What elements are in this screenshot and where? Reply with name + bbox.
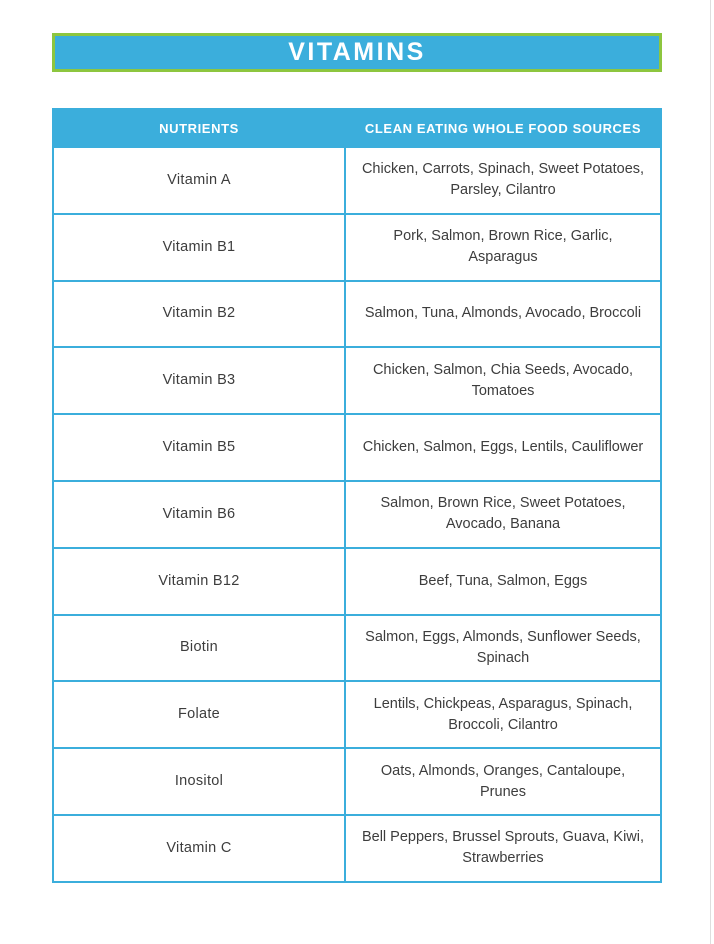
table-header-row (53, 109, 661, 147)
nutrient-name-cell: Biotin (53, 615, 345, 682)
food-sources-cell: Chicken, Salmon, Chia Seeds, Avocado, Tomatoes (345, 347, 661, 414)
nutrient-name-cell: Vitamin B6 (53, 481, 345, 548)
nutrient-name-cell: Vitamin B5 (53, 414, 345, 481)
table-row (53, 615, 661, 682)
table-row (53, 548, 661, 615)
nutrient-name-cell: Vitamin C (53, 815, 345, 882)
table-row (53, 815, 661, 882)
food-sources-cell: Lentils, Chickpeas, Asparagus, Spinach, Broccoli, Cilantro (345, 681, 661, 748)
column-header-nutrients: NUTRIENTS (53, 109, 345, 147)
nutrient-name-cell: Folate (53, 681, 345, 748)
food-sources-cell: Salmon, Tuna, Almonds, Avocado, Broccoli (345, 281, 661, 348)
nutrient-name-cell: Inositol (53, 748, 345, 815)
table-row (53, 281, 661, 348)
food-sources-cell: Bell Peppers, Brussel Sprouts, Guava, Kiwi, Strawberries (345, 815, 661, 882)
column-header-food-sources: CLEAN EATING WHOLE FOOD SOURCES (345, 109, 661, 147)
table-row (53, 147, 661, 214)
table-row (53, 681, 661, 748)
food-sources-cell: Chicken, Carrots, Spinach, Sweet Potatoes, Parsley, Cilantro (345, 147, 661, 214)
table-row (53, 481, 661, 548)
table-row (53, 748, 661, 815)
page-edge-line (710, 0, 711, 944)
table-header (53, 109, 661, 147)
nutrient-name-cell: Vitamin B12 (53, 548, 345, 615)
food-sources-cell: Oats, Almonds, Oranges, Cantaloupe, Prunes (345, 748, 661, 815)
food-sources-cell: Chicken, Salmon, Eggs, Lentils, Cauliflower (345, 414, 661, 481)
nutrient-name-cell: Vitamin A (53, 147, 345, 214)
vitamins-table (52, 108, 662, 883)
nutrient-name-cell: Vitamin B3 (53, 347, 345, 414)
nutrient-name-cell: Vitamin B2 (53, 281, 345, 348)
nutrient-name-cell: Vitamin B1 (53, 214, 345, 281)
title-banner (52, 33, 662, 72)
table-row (53, 347, 661, 414)
table-body (53, 147, 661, 882)
food-sources-cell: Pork, Salmon, Brown Rice, Garlic, Asparagus (345, 214, 661, 281)
table-row (53, 414, 661, 481)
food-sources-cell: Beef, Tuna, Salmon, Eggs (345, 548, 661, 615)
food-sources-cell: Salmon, Eggs, Almonds, Sunflower Seeds, Spinach (345, 615, 661, 682)
food-sources-cell: Salmon, Brown Rice, Sweet Potatoes, Avocado, Banana (345, 481, 661, 548)
page-title: VITAMINS (288, 38, 426, 66)
table-row (53, 214, 661, 281)
